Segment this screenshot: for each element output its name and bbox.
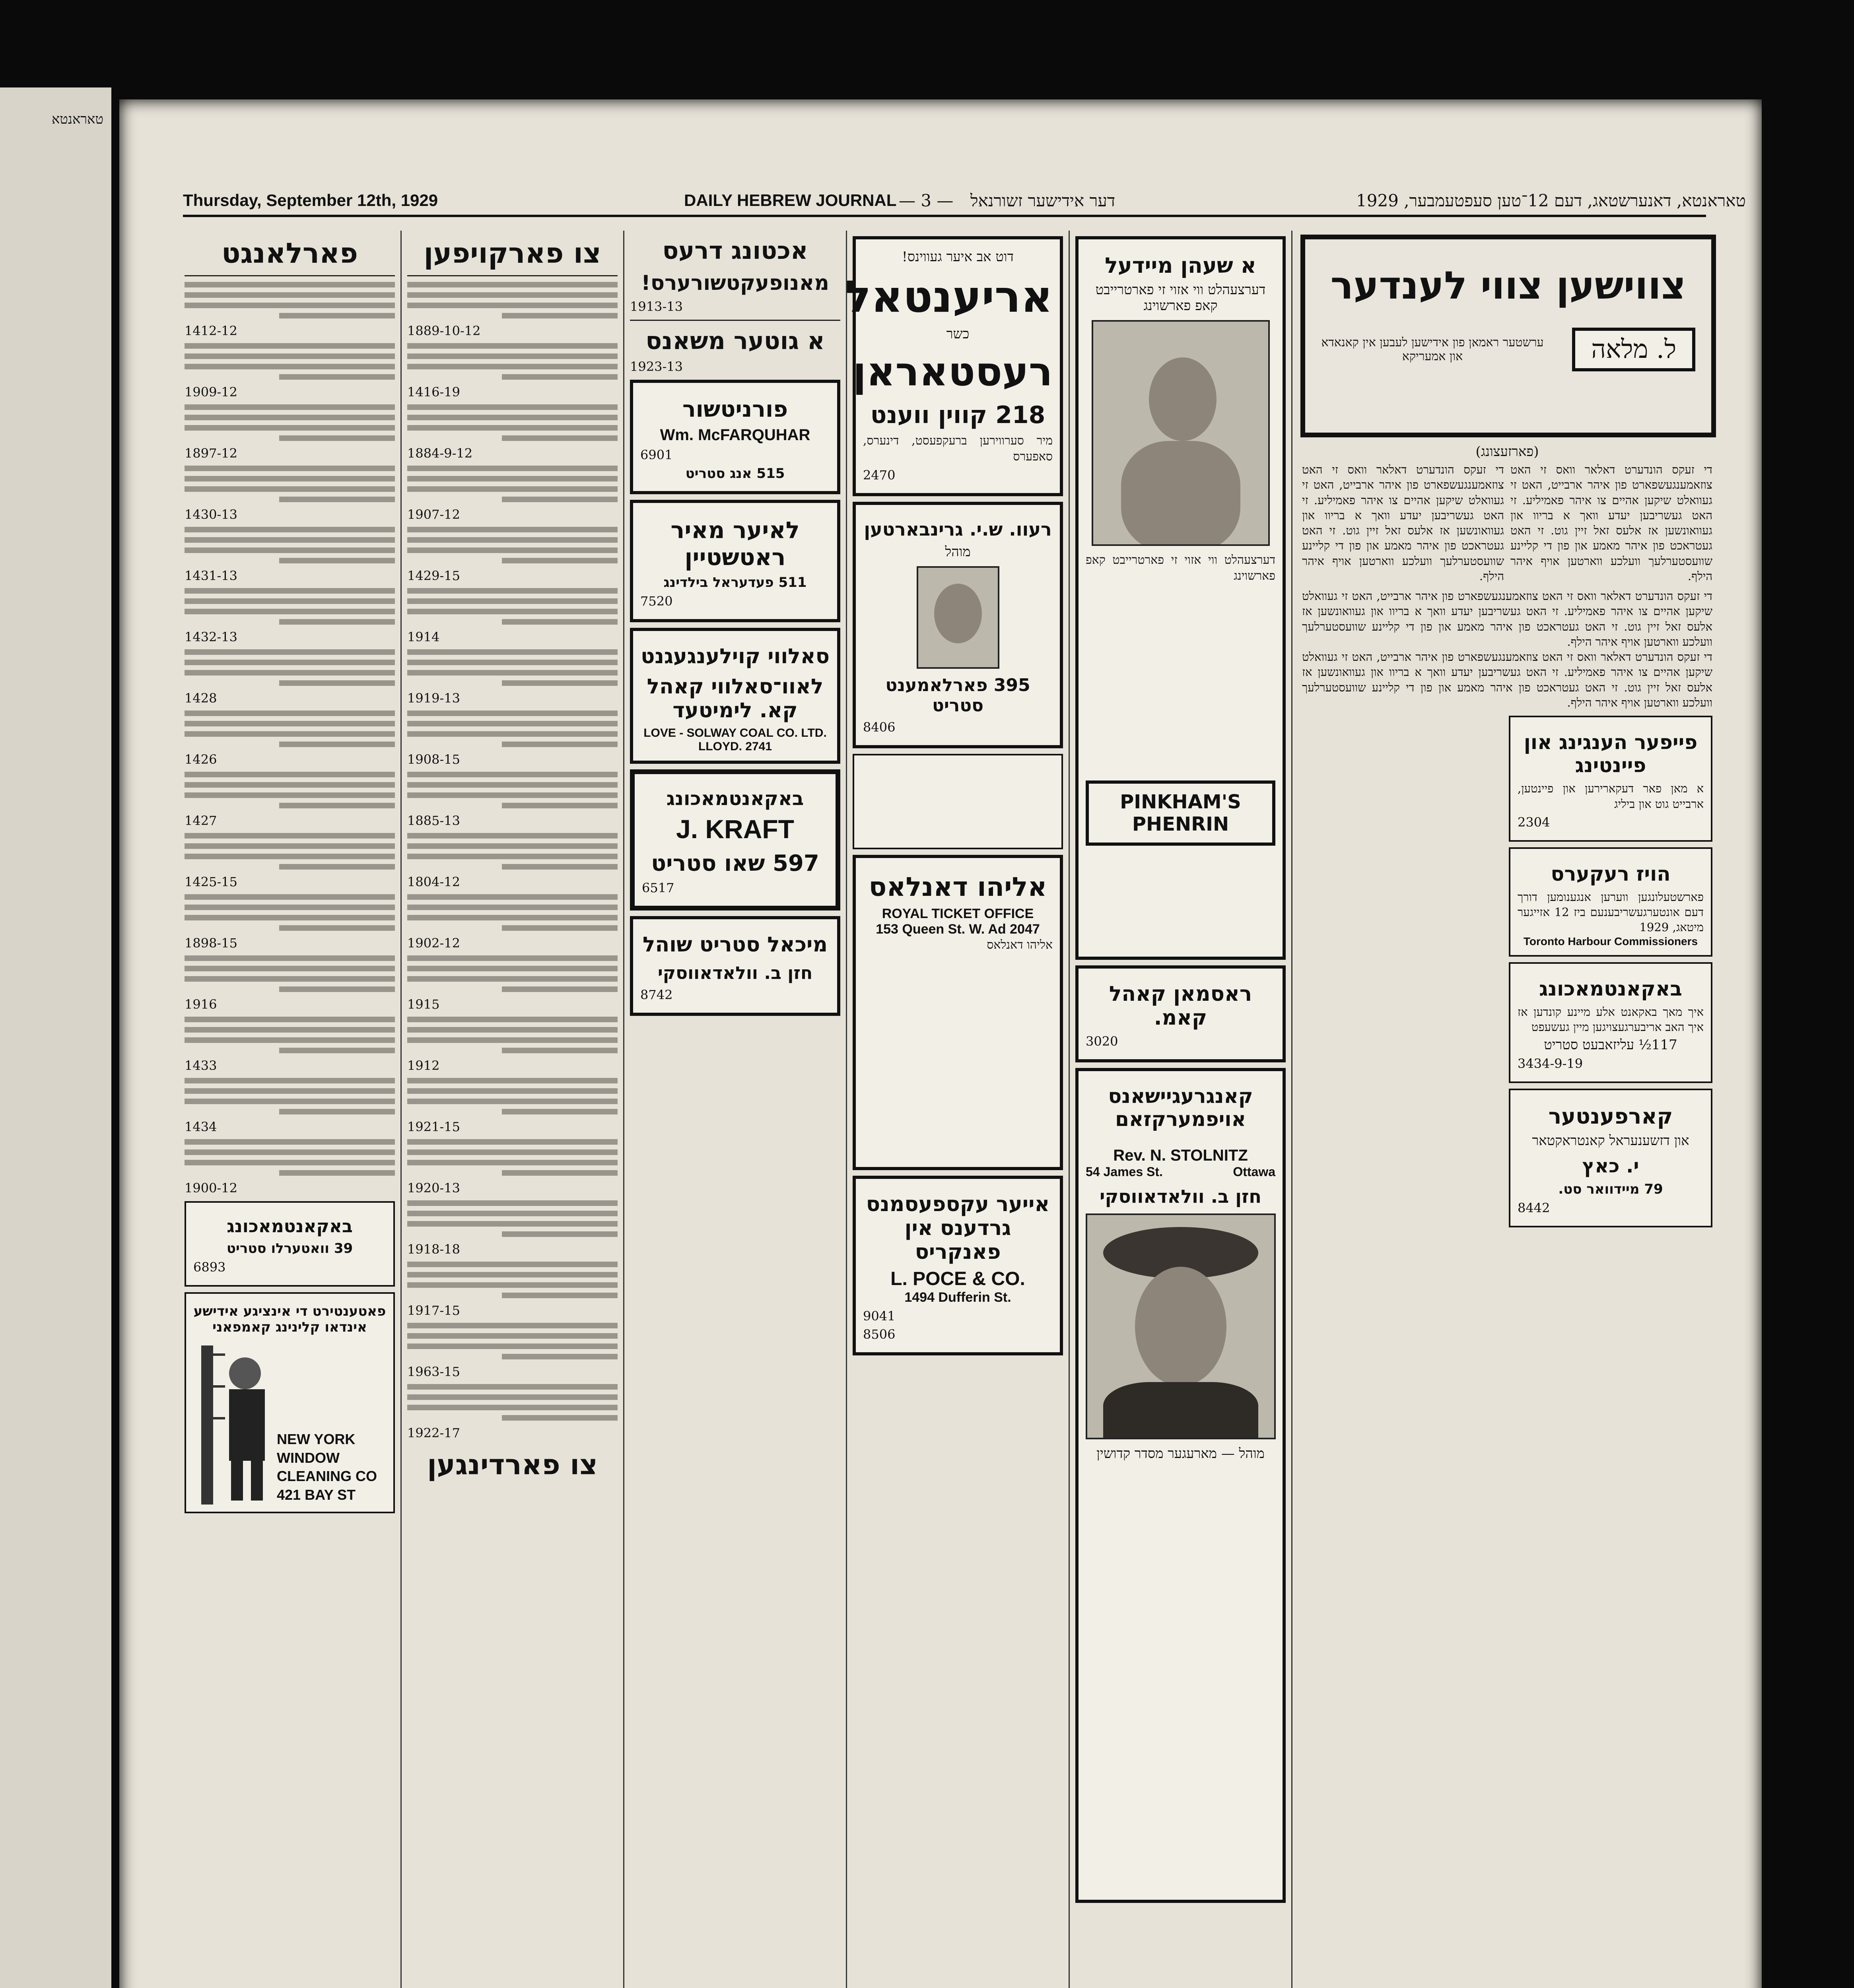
for-sale-listing-text — [407, 1323, 618, 1359]
window-en4: 421 BAY ST — [277, 1487, 356, 1503]
section-wanted-heading: פארלאנגט — [222, 237, 358, 270]
ad-oriental-heading: אריענטאל — [844, 271, 1053, 322]
ad-paperhanging-body: א מאן פאר דעקארירען און פיינטען, ארבייט גוט און ביליג — [1518, 782, 1704, 811]
wanted-listing-code: 1897-12 — [185, 446, 237, 461]
wanted-listing-code: 1898-15 — [185, 936, 237, 951]
wanted-listing-code: 1430-13 — [185, 507, 237, 522]
ad-poce-phone1: 9041 — [863, 1309, 896, 1324]
ad-oriental-phone: 2470 — [863, 468, 896, 483]
wanted-listing-text — [185, 404, 395, 441]
ad-carpenter-phone: 8442 — [1518, 1200, 1550, 1216]
window-en3: CLEANING CO — [277, 1468, 377, 1485]
for-sale-listing — [407, 1200, 618, 1257]
ad-rosman-coal-heading: ראסמאן קאהל קאמ. — [1109, 982, 1252, 1030]
ad-kraft-name: J. KRAFT — [676, 814, 794, 844]
ad-congregations-name-en: Rev. N. STOLNITZ — [1113, 1147, 1248, 1164]
ad-rosman-coal — [1075, 965, 1286, 1062]
wanted-listing-code: 1900-12 — [185, 1180, 237, 1196]
wanted-listing — [185, 282, 395, 338]
ad-congregations-addr: 54 James St. — [1086, 1165, 1163, 1179]
ad-poce-address: 1494 Dufferin St. — [904, 1290, 1011, 1305]
for-sale-listing — [407, 588, 618, 645]
ad-poce — [853, 1176, 1063, 1355]
ad-house-wreckers — [1509, 847, 1712, 957]
serial-text-c: די זעקס הונדערט דאלאר וואס זי האט צוזאמענגעשפארט פון איהר ארבייט, האט זי געוואלט שיקען אהיים צו איהר פאמיליע. זי האט געשריבען יעדע וואך א בריוו און געוואונשען אז אלעס זאל זיין גוט. זי האט געטראכט פון איהר מאמע און פון די קליינע שוועסטערלעך וועלכע ווארטען אויף איהר הילף. — [1302, 589, 1712, 648]
ad-paperhanging-phone: 2304 — [1518, 814, 1550, 830]
wanted-listing — [185, 772, 395, 828]
wanted-listing — [185, 649, 395, 706]
for-sale-listing-text — [407, 1384, 618, 1421]
wanted-listing-code: 1431-13 — [185, 568, 237, 583]
ad-paperhanging — [1509, 716, 1712, 842]
wanted-listing — [185, 527, 395, 583]
for-sale-listing-text — [407, 466, 618, 502]
ad-poce-phone2: 8506 — [863, 1327, 896, 1342]
for-sale-listing — [407, 343, 618, 400]
for-sale-listing — [407, 466, 618, 522]
for-sale-listing-text — [407, 282, 618, 318]
for-sale-listing — [407, 955, 618, 1012]
serial-text-a: די זעקס הונדערט דאלאר וואס זי האט צוזאמענגעשפארט פון איהר ארבייט, האט זי געוואלט שיקען אהיים צו איהר פאמיליע. זי האט געשריבען יעדע וואך א בריוו און געוואונשען אז אלעס זאל זיין גוט. זי האט געטראכט פון איהר מאמע און פון די קליינע שוועסטערלעך וועלכע ווארטען אויף איהר הילף. — [1302, 463, 1504, 583]
wanted-listing-text — [185, 1017, 395, 1053]
wanted-listing — [185, 955, 395, 1012]
wanted-listing-code: 1428 — [185, 691, 217, 706]
ad-carpenter-address: 79 מיידוואר סט. — [1558, 1181, 1663, 1198]
ad-pinkham-text: דערצעהלט ווי אזוי זי פארטרייבט קאפ פארשוינג — [1086, 553, 1275, 583]
serial-subtitle: ערשטער ראמאן פון אידישען לעבען אין קאנאדא און אמעריקא — [1321, 336, 1544, 363]
wanted-listing — [185, 404, 395, 461]
ad-furniture-name: Wm. McFARQUHAR — [660, 426, 810, 444]
ad-waterloo-heading: באקאנטמאכונג — [227, 1216, 353, 1237]
for-sale-listing-text — [407, 955, 618, 992]
newspaper-page — [119, 99, 1762, 1988]
for-sale-listings — [407, 282, 618, 1441]
mohel-portrait-photo — [917, 566, 999, 669]
ad-house-wreckers-footer: Toronto Harbour Commissioners — [1523, 935, 1698, 947]
window-en2: WINDOW — [277, 1449, 340, 1466]
for-sale-listing-code: 1885-13 — [407, 813, 460, 828]
for-sale-listing-code: 1922-17 — [407, 1425, 460, 1441]
for-sale-listing — [407, 404, 618, 461]
window-en1: NEW YORK — [277, 1431, 356, 1447]
ad-coal-en2: LLOYD. 2741 — [698, 740, 772, 753]
ad-lawyer — [630, 500, 840, 622]
for-sale-listing-text — [407, 404, 618, 441]
for-sale-listing — [407, 772, 618, 828]
section-for-rent-heading: צו פארדינגען — [427, 1448, 598, 1481]
ad-kraft — [630, 769, 840, 911]
wanted-listing-code: 1909-12 — [185, 384, 237, 400]
ad-waterloo-phone: 6893 — [193, 1260, 226, 1275]
for-sale-listing-code: 1907-12 — [407, 507, 460, 522]
wanted-listing-code: 1433 — [185, 1058, 217, 1073]
for-sale-listing — [407, 282, 618, 338]
ad-mohel-greenbaum — [853, 502, 1063, 748]
masthead-paper-yi: דער אידישער זשורנאל — [970, 191, 1116, 210]
ad-paperhanging-heading: פייפער הענגינג און פיינטינג — [1524, 731, 1698, 777]
wanted-listing-text — [185, 955, 395, 992]
ad-small-notice — [853, 754, 1063, 849]
wanted-listing-text — [185, 466, 395, 502]
wanted-listing-text — [185, 649, 395, 686]
ad-oriental-kosher: כשר — [946, 326, 970, 342]
ad-announcement-body: איך מאך באקאנט אלע מיינע קונדען אז איך האב אריבערגעצויגען מיין געשעפט — [1518, 1005, 1704, 1034]
wanted-listing-code: 1427 — [185, 813, 217, 828]
ad-house-wreckers-body: פארשטעלונגען ווערען אנגענומען דורך דעם אונטערגעשריבענעם ביז 12 אזייגער מיטאג, 1929 — [1518, 890, 1704, 934]
ad-poce-heading: אייער עקספעסמנס גרדענס אין פאנקריס — [866, 1192, 1050, 1264]
ad-michael-name: חזן ב. וולאדאווסקי — [657, 963, 813, 983]
wanted-listing-text — [185, 527, 395, 563]
ad-dress-sub: מאנופעקטשורערס! — [641, 271, 829, 295]
ad-furniture-address: 515 אנג סטריט — [685, 466, 785, 481]
wanted-listing-text — [185, 894, 395, 931]
for-sale-listing-text — [407, 649, 618, 686]
ad-waterloo-address: 39 וואטערלו סטריט — [226, 1241, 353, 1256]
for-sale-listing-text — [407, 772, 618, 808]
for-sale-listing — [407, 1139, 618, 1196]
for-sale-listing-text — [407, 343, 618, 380]
continuation-note: (פארזעצונג) — [1475, 444, 1539, 460]
woman-portrait-photo — [1092, 320, 1270, 546]
for-sale-listing-code: 1921-15 — [407, 1119, 460, 1134]
masthead-date-yi: טאראנטא, דאנערשטאג, דעם 12־טען סעפטעמבער, 1929 — [1356, 191, 1746, 210]
for-sale-listing-text — [407, 588, 618, 625]
wanted-listing-text — [185, 282, 395, 318]
for-sale-listing-code: 1429-15 — [407, 568, 460, 583]
column-4 — [624, 231, 847, 1988]
ad-furniture-heading: פורניטשור — [682, 396, 788, 422]
ad-congregations-cantor: חזן ב. וולאדאווסקי — [1099, 1186, 1262, 1207]
ad-oriental-heading2: רעסטאראן — [853, 348, 1053, 395]
ad-congregations — [1075, 1068, 1286, 1903]
for-sale-listing-code: 1884-9-12 — [407, 446, 473, 461]
column-6 — [179, 231, 402, 1988]
ad-announcement — [1509, 962, 1712, 1083]
for-sale-listing-code: 1416-19 — [407, 384, 460, 400]
serial-title: צווישען צווי לענדער — [1330, 263, 1686, 308]
ad-pinkham-heading: א שעהן מיידעל — [1105, 253, 1256, 278]
for-sale-listing-code: 1908-15 — [407, 752, 460, 767]
wanted-listing — [185, 588, 395, 645]
wanted-listings — [185, 282, 395, 1196]
ad-mohel-heading: רעוו. ש.י. גרינבארטען — [864, 518, 1052, 540]
wanted-listing-code: 1434 — [185, 1119, 217, 1134]
for-sale-listing-code: 1912 — [407, 1058, 440, 1073]
wanted-listing — [185, 466, 395, 522]
masthead — [183, 191, 1746, 217]
for-sale-listing-code: 1920-13 — [407, 1180, 460, 1196]
ad-dress-heading: אכטונג דרעס — [662, 237, 808, 265]
wanted-listing-text — [185, 1139, 395, 1176]
for-sale-listing-text — [407, 894, 618, 931]
masthead-paper-en: DAILY HEBREW JOURNAL — [684, 191, 897, 210]
ad-announcement-address: 117½ עליזאבעט סטריט — [1544, 1037, 1677, 1053]
wanted-listing-text — [185, 343, 395, 380]
ad-furniture-phone: 6901 — [640, 447, 673, 462]
wanted-listing-code: 1425-15 — [185, 874, 237, 889]
for-sale-listing-text — [407, 1017, 618, 1053]
ad-royal-en1: ROYAL TICKET OFFICE — [882, 906, 1034, 922]
ad-royal-ticket — [853, 855, 1063, 1170]
ad-announcement-phone: 3434-9-19 — [1518, 1056, 1583, 1072]
wanted-listing — [185, 894, 395, 951]
masthead-date-en: Thursday, September 12th, 1929 — [183, 191, 438, 210]
wanted-listing-text — [185, 711, 395, 747]
scrap-text: טאראנטא — [51, 111, 103, 127]
ad-house-wreckers-heading: הויז רעקערס — [1551, 862, 1671, 885]
for-sale-listing-text — [407, 1262, 618, 1298]
wanted-listing-code: 1432-13 — [185, 629, 237, 645]
ad-coal-agent — [630, 628, 840, 764]
for-sale-listing — [407, 649, 618, 706]
section-for-sale-heading: צו פארקויפען — [424, 237, 601, 270]
for-sale-listing — [407, 1384, 618, 1441]
for-sale-listing-code: 1963-15 — [407, 1364, 460, 1379]
ad-mohel-address: 395 פארלאמענט סטריט — [885, 675, 1030, 716]
ad-lawyer-phone: 7520 — [640, 594, 673, 609]
ad-carpenter-name: י. כאץ — [1582, 1155, 1639, 1178]
ad-kraft-heading: באקאנטמאכונג — [666, 788, 804, 810]
for-sale-listing-text — [407, 711, 618, 747]
ad-oriental-address: 218 קווין ווענט — [870, 401, 1046, 429]
for-sale-listing-code: 1902-12 — [407, 936, 460, 951]
ad-pinkham-caption: PINKHAM'S PHENRIN — [1086, 780, 1275, 846]
ad-coal-name: לאוו־סאלווי קאהל קא. לימיטעד — [647, 675, 824, 722]
ad-mohel-sub: מוהל — [945, 544, 971, 560]
masthead-page: — 3 — — [899, 191, 954, 210]
ad-announcement-heading: באקאנטמאכונג — [1539, 977, 1682, 1000]
ad-coal-en1: LOVE - SOLWAY COAL CO. LTD. — [643, 726, 827, 740]
ad-royal-heading: אליהו דאנלאס — [869, 872, 1047, 903]
for-sale-listing — [407, 1262, 618, 1318]
ad-oriental-small: דוט אב איער געווינס! — [902, 249, 1014, 265]
serial-title-box — [1300, 235, 1716, 437]
ad-window-cleaning — [185, 1292, 395, 1513]
ad-michael-street — [630, 916, 840, 1016]
for-sale-listing-code: 1915 — [407, 997, 440, 1012]
for-sale-listing-text — [407, 1139, 618, 1176]
wanted-listing — [185, 1139, 395, 1196]
ad-carpenter-sub: און דזשענעראל קאנטראקטאר — [1532, 1133, 1689, 1149]
for-sale-listing-code: 1917-15 — [407, 1303, 460, 1318]
wanted-listing-text — [185, 1078, 395, 1114]
ad-poce-name: L. POCE & CO. — [890, 1268, 1025, 1290]
ad-dress-code: 1913-13 — [630, 299, 683, 314]
for-sale-listing-text — [407, 1078, 618, 1114]
ad-congregations-heading: קאנגרעגיישאנס אויפמערקזאם — [1108, 1085, 1253, 1131]
for-sale-listing — [407, 527, 618, 583]
ad-kraft-phone: 6517 — [642, 880, 674, 895]
for-sale-listing-code: 1804-12 — [407, 874, 460, 889]
ad-pinkham-sub: דערצעהלט ווי אזוי זי פארטרייבט קאפ פארשוינג — [1095, 282, 1266, 314]
ad-carpenter-heading: קארפענטער — [1548, 1104, 1673, 1129]
ad-furniture — [630, 380, 840, 494]
for-sale-listing — [407, 1078, 618, 1134]
column-3 — [844, 231, 1070, 1988]
ad-carpenter — [1509, 1089, 1712, 1227]
column-right — [1296, 441, 1718, 1988]
for-sale-listing-text — [407, 527, 618, 563]
ad-kraft-address: 597 שאו סטריט — [651, 850, 819, 876]
column-2 — [1070, 231, 1292, 1988]
adjacent-page-fragment — [0, 87, 111, 1988]
wanted-listing — [185, 343, 395, 400]
serial-text-d: די זעקס הונדערט דאלאר וואס זי האט צוזאמענגעשפארט פון איהר ארבייט, האט זי געוואלט שיקען אהיים צו איהר פאמיליע. זי האט געשריבען יעדע וואך א בריוו און געוואונשען אז אלעס זאל זיין גוט. זי האט געטראכט פון איהר מאמע און פון די קליינע שוועסטערלעך וועלכע ווארטען אויף איהר הילף. — [1302, 650, 1712, 709]
wanted-listing-code: 1412-12 — [185, 323, 237, 338]
ad-window-heading: פאטענטירט די אינציגע אידישע אינדאו קלינינג קאמפאני — [193, 1303, 386, 1335]
for-sale-listing-code: 1914 — [407, 629, 440, 645]
wanted-listing-text — [185, 588, 395, 625]
wanted-listing-code: 1916 — [185, 997, 217, 1012]
window-cleaner-illustration — [193, 1338, 273, 1505]
ad-congregations-caption: מוהל — מארעגער מסדר קדושין — [1096, 1446, 1265, 1462]
for-sale-listing — [407, 1323, 618, 1379]
wanted-listing — [185, 1017, 395, 1073]
for-sale-listing — [407, 894, 618, 951]
serial-text-b: די זעקס הונדערט דאלאר וואס זי האט צוזאמענגעשפארט פון איהר ארבייט, האט זי געוואלט שיקען אהיים צו איהר פאמיליע. זי האט געשריבען יעדע וואך א בריוו און געוואונשען אז אלעס זאל זיין גוט. זי האט געטראכט פון איהר מאמע און פון די קליינע שוועסטערלעך וועלכע ווארטען אויף איהר הילף. — [1510, 463, 1712, 583]
ad-pinkham — [1075, 236, 1286, 960]
ad-congregations-city: Ottawa — [1233, 1165, 1275, 1179]
serial-author: ל. מלאה — [1572, 328, 1695, 371]
wanted-listing — [185, 1078, 395, 1134]
wanted-listing-text — [185, 833, 395, 870]
for-sale-listing-code: 1918-18 — [407, 1242, 460, 1257]
wanted-listing — [185, 833, 395, 889]
ad-michael-phone: 8742 — [640, 987, 673, 1002]
for-sale-listing-text — [407, 833, 618, 870]
ad-lawyer-heading: לאיער מאיר ראטשטיין — [670, 516, 800, 571]
for-sale-listing — [407, 833, 618, 889]
cantor-portrait-photo — [1086, 1213, 1276, 1439]
ad-royal-text: אליהו דאנלאס — [987, 938, 1053, 952]
column-5 — [402, 231, 624, 1988]
ad-rosman-coal-phone: 3020 — [1086, 1034, 1118, 1049]
ad-chance-heading: א גוטער משאנס — [645, 327, 825, 355]
ad-oriental-body: מיר סערווירען ברעקפעסט, דינערס, סאפערס — [863, 434, 1053, 464]
ad-mohel-phone: 8406 — [863, 720, 896, 735]
for-sale-listing-code: 1889-10-12 — [407, 323, 481, 338]
for-sale-listing — [407, 711, 618, 767]
for-sale-listing-code: 1919-13 — [407, 691, 460, 706]
for-sale-listing-text — [407, 1200, 618, 1237]
wanted-listing — [185, 711, 395, 767]
ad-michael-heading: מיכאל סטריט שוהל — [643, 933, 828, 957]
for-sale-listing — [407, 1017, 618, 1073]
ad-royal-en2: 153 Queen St. W. Ad 2047 — [876, 922, 1040, 937]
wanted-listing-code: 1426 — [185, 752, 217, 767]
ad-chance-code: 1923-13 — [630, 359, 683, 374]
ad-coal-heading: סאלווי קוילענגעגנט — [641, 645, 830, 668]
ad-lawyer-address: 511 פעדעראל בילדינג — [663, 575, 807, 590]
ad-oriental-restaurant — [844, 236, 1063, 496]
wanted-listing-text — [185, 772, 395, 808]
ad-waterloo — [185, 1201, 395, 1287]
